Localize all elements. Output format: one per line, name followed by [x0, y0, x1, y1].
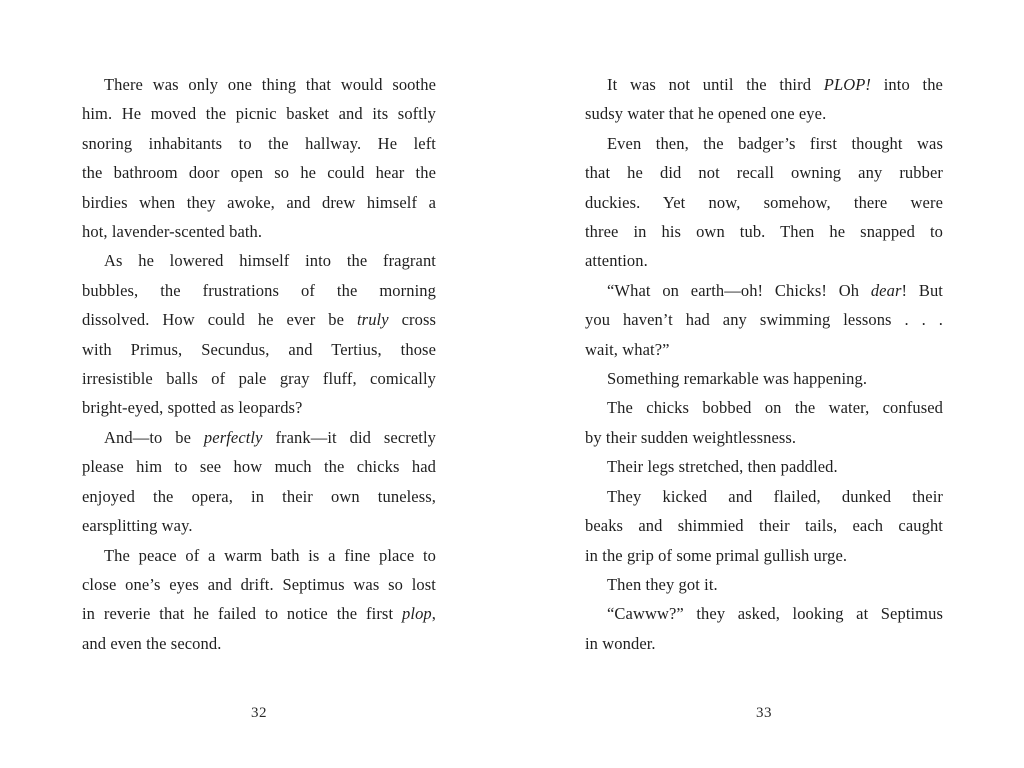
- text-segment: The peace of a warm bath is a fine place to: [104, 545, 436, 565]
- text-segment: “Cawww?” they asked, looking at Septimus: [607, 604, 943, 624]
- text-line: [82, 276, 436, 305]
- text-line: [82, 99, 436, 128]
- text-segment: birdies when they awoke, and drew himself a: [82, 192, 436, 212]
- text-line: [82, 70, 436, 99]
- text-segment: ! But: [901, 280, 943, 300]
- text-segment: And—to be: [104, 427, 204, 447]
- text-segment: Something remarkable was happening.: [607, 369, 868, 389]
- italic-text-segment: plop: [402, 604, 432, 624]
- text-segment: beaks and shimmied their tails, each caught: [585, 516, 943, 536]
- book-page-right: [585, 70, 943, 760]
- text-segment: frank—it did secretly: [262, 427, 436, 447]
- text-line: [585, 217, 943, 246]
- text-line: [82, 629, 436, 658]
- text-line: [82, 452, 436, 481]
- text-line: [82, 335, 436, 364]
- text-segment: The chicks bobbed on the water, confused: [607, 398, 943, 418]
- book-page-left: [82, 70, 436, 760]
- text-line: [82, 246, 436, 275]
- text-segment: please him to see how much the chicks had: [82, 457, 436, 477]
- text-segment: the bathroom door open so he could hear the: [82, 163, 436, 183]
- text-line: [585, 276, 943, 305]
- text-line: [585, 305, 943, 334]
- page-text-left: [82, 70, 436, 658]
- text-segment: into the: [871, 75, 943, 94]
- text-segment: close one’s eyes and drift. Septimus was so lost: [82, 574, 436, 594]
- text-line: [585, 364, 943, 393]
- text-line: [82, 129, 436, 158]
- text-segment: dissolved. How could he ever be: [82, 310, 357, 330]
- text-segment: Even then, the badger’s first thought was: [607, 133, 943, 153]
- text-segment: sudsy water that he opened one eye.: [585, 104, 827, 124]
- text-segment: with Primus, Secundus, and Tertius, those: [82, 339, 436, 359]
- text-line: [82, 305, 436, 334]
- text-line: [585, 423, 943, 452]
- text-segment: attention.: [585, 251, 648, 271]
- text-segment: enjoyed the opera, in their own tuneless,: [82, 486, 436, 506]
- text-line: [585, 541, 943, 570]
- text-line: [82, 570, 436, 599]
- text-segment: wait, what?”: [585, 339, 670, 359]
- text-segment: hot, lavender-scented bath.: [82, 222, 263, 242]
- text-segment: in the grip of some primal gullish urge.: [585, 545, 848, 565]
- text-line: [585, 246, 943, 275]
- text-line: [585, 482, 943, 511]
- text-segment: you haven’t had any swimming lessons . . .: [585, 310, 943, 330]
- text-segment: “What on earth—oh! Chicks! Oh: [607, 280, 871, 300]
- text-line: [82, 188, 436, 217]
- text-segment: in wonder.: [585, 633, 656, 653]
- text-line: [82, 511, 436, 540]
- italic-text-segment: PLOP!: [823, 75, 872, 94]
- text-line: [82, 599, 436, 628]
- text-line: [585, 511, 943, 540]
- text-segment: ,: [431, 604, 436, 624]
- page-number-right: 33: [756, 705, 772, 721]
- text-segment: bright-eyed, spotted as leopards?: [82, 398, 303, 418]
- text-segment: snoring inhabitants to the hallway. He left: [82, 133, 436, 153]
- text-segment: three in his own tub. Then he snapped to: [585, 222, 943, 242]
- text-line: [585, 129, 943, 158]
- text-line: [585, 452, 943, 481]
- text-line: [585, 188, 943, 217]
- text-line: [82, 393, 436, 422]
- text-line: [585, 393, 943, 422]
- text-line: [82, 158, 436, 187]
- text-line: [82, 423, 436, 452]
- text-segment: They kicked and flailed, dunked their: [607, 486, 943, 506]
- text-segment: bubbles, the frustrations of the morning: [82, 280, 436, 300]
- text-segment: by their sudden weightlessness.: [585, 427, 797, 447]
- page-text-right: [585, 70, 943, 658]
- italic-text-segment: dear: [870, 280, 902, 300]
- text-line: [585, 335, 943, 364]
- text-segment: As he lowered himself into the fragrant: [104, 251, 436, 271]
- text-line: [82, 217, 436, 246]
- text-line: [585, 599, 943, 628]
- text-line: [585, 99, 943, 128]
- text-line: [82, 541, 436, 570]
- text-line: [585, 70, 943, 99]
- text-line: [585, 158, 943, 187]
- text-segment: that he did not recall owning any rubber: [585, 163, 943, 183]
- text-segment: duckies. Yet now, somehow, there were: [585, 192, 943, 212]
- text-segment: Then they got it.: [607, 574, 718, 594]
- text-line: [82, 364, 436, 393]
- text-segment: cross: [388, 310, 437, 330]
- text-segment: Their legs stretched, then paddled.: [607, 457, 838, 477]
- text-segment: in reverie that he failed to notice the first: [82, 604, 403, 624]
- text-segment: him. He moved the picnic basket and its softly: [82, 104, 436, 124]
- text-line: [82, 482, 436, 511]
- page-number-left: 32: [251, 705, 267, 721]
- text-segment: irresistible balls of pale gray fluff, comically: [82, 369, 436, 389]
- text-segment: It was not until the third: [607, 75, 824, 94]
- italic-text-segment: perfectly: [203, 427, 263, 447]
- text-segment: and even the second.: [82, 633, 222, 653]
- text-line: [585, 570, 943, 599]
- text-segment: earsplitting way.: [82, 516, 193, 536]
- text-line: [585, 629, 943, 658]
- text-segment: There was only one thing that would soothe: [104, 75, 436, 94]
- italic-text-segment: truly: [356, 310, 389, 330]
